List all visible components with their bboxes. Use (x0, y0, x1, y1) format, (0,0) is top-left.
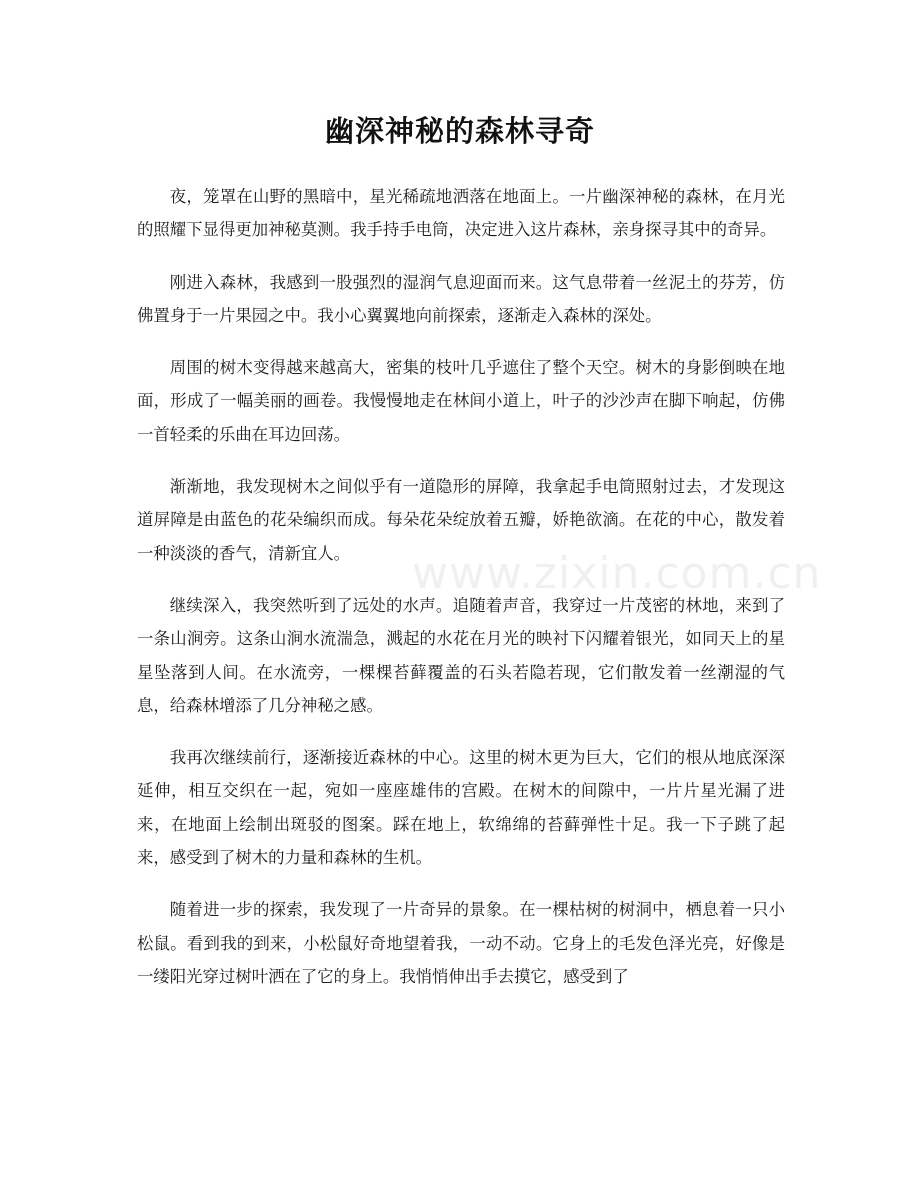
paragraph: 随着进一步的探索，我发现了一片奇异的景象。在一棵枯树的树洞中，栖息着一只小松鼠。看到我的到来，小松鼠好奇地望着我，一动不动。它身上的毛发色泽光亮，好像是一缕阳光穿过树叶洒在了它的身上。我悄悄伸出手去摸它，感受到了 (137, 900, 785, 986)
paragraph: 周围的树木变得越来越高大，密集的枝叶几乎遮住了整个天空。树木的身影倒映在地面，形成了一幅美丽的画卷。我慢慢地走在林间小道上，叶子的沙沙声在脚下响起，仿佛一首轻柔的乐曲在耳边回荡。 (137, 358, 785, 444)
paragraph: 夜，笼罩在山野的黑暗中，星光稀疏地洒落在地面上。一片幽深神秘的森林，在月光的照耀下显得更加神秘莫测。我手持手电筒，决定进入这片森林，亲身探寻其中的奇异。 (137, 187, 785, 240)
paragraph: 刚进入森林，我感到一股强烈的湿润气息迎面而来。这气息带着一丝泥土的芬芳，仿佛置身于一片果园之中。我小心翼翼地向前探索，逐渐走入森林的深处。 (137, 272, 785, 325)
document-body (137, 180, 785, 1012)
paragraph: 渐渐地，我发现树木之间似乎有一道隐形的屏障，我拿起手电筒照射过去，才发现这道屏障是由蓝色的花朵编织而成。每朵花朵绽放着五瓣，娇艳欲滴。在花的中心，散发着一种淡淡的香气，清新宜人。 (137, 477, 785, 563)
paragraph: 我再次继续前行，逐渐接近森林的中心。这里的树木更为巨大，它们的根从地底深深延伸，相互交织在一起，宛如一座座雄伟的宫殿。在树木的间隙中，一片片星光漏了进来，在地面上绘制出斑驳的图案。踩在地上，软绵绵的苔藓弹性十足。我一下子跳了起来，感受到了树木的力量和森林的生机。 (137, 748, 785, 868)
watermark: www.zixin.com.cn (412, 548, 822, 599)
paragraph: 继续深入，我突然听到了远处的水声。追随着声音，我穿过一片茂密的林地，来到了一条山涧旁。这条山涧水流湍急，溅起的水花在月光的映衬下闪耀着银光，如同天上的星星坠落到人间。在水流旁，一棵棵苔藓覆盖的石头若隐若现，它们散发着一丝潮湿的气息，给森林增添了几分神秘之感。 (137, 595, 785, 715)
document-title: 幽深神秘的森林寻奇 (324, 114, 595, 148)
